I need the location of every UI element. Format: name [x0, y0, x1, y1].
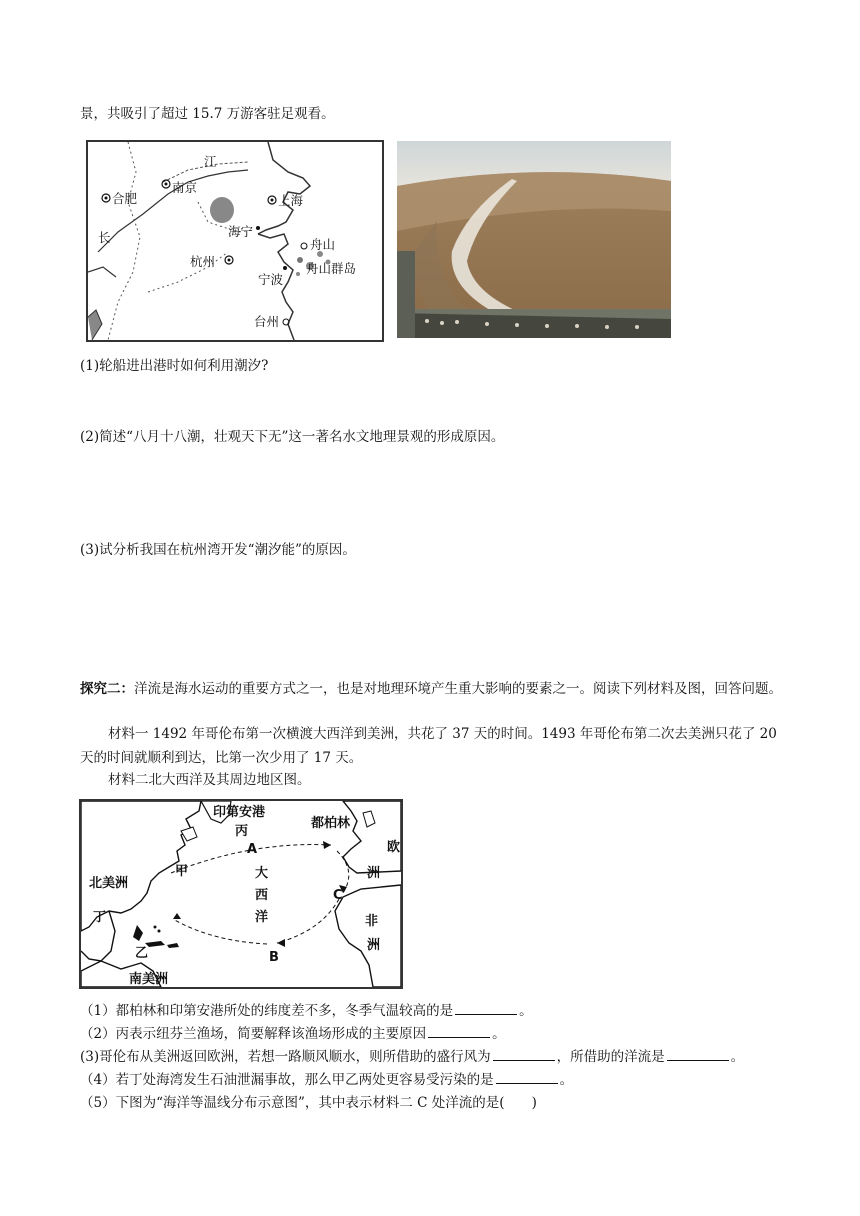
- label-ou: 欧: [387, 840, 401, 855]
- top-line: 景，共吸引了超过 15.7 万游客驻足观看。: [80, 106, 335, 122]
- question-3: (3)试分析我国在杭州湾开发“潮汐能”的原因。: [80, 542, 356, 558]
- label-nanjing: 南京: [172, 180, 198, 195]
- label-zhoushan: 舟山: [310, 237, 336, 252]
- question2-5: （5）下图为“海洋等温线分布示意图”，其中表示材料二 C 处洋流的是( ): [80, 1095, 537, 1111]
- question-1: (1)轮船进出港时如何利用潮汐?: [80, 358, 269, 374]
- label-yi: 乙: [135, 946, 149, 961]
- explore2-intro: [80, 677, 782, 701]
- tidal-bore-photo: [397, 141, 671, 338]
- question2-4-text: （4）若丁处海湾发生石油泄漏事故，那么甲乙两处更容易受污染的是: [80, 1072, 494, 1088]
- label-da: 大: [255, 866, 269, 881]
- answer-blank-4[interactable]: [496, 1070, 558, 1084]
- explore2-intro-text: 洋流是海水运动的重要方式之一，也是对地理环境产生重大影响的要素之一。阅读下列材料及图，回答问题。: [134, 681, 782, 697]
- question2-3-text: (3)哥伦布从美洲返回欧洲，若想一路顺风顺水，则所借助的盛行风为: [80, 1049, 491, 1065]
- north-atlantic-map: [79, 799, 403, 989]
- label-south-america: 南美洲: [129, 972, 169, 987]
- explore2-heading: 探究二：: [80, 681, 134, 697]
- label-xi: 西: [255, 888, 269, 903]
- label-yang: 洋: [255, 910, 269, 925]
- label-north-america: 北美洲: [89, 876, 129, 891]
- label-taizhou: 台州: [254, 314, 280, 329]
- label-indian-harbor: 印第安港: [213, 805, 266, 820]
- label-shanghai: 上海: [278, 193, 304, 208]
- label-hangzhou: 杭州: [190, 254, 216, 269]
- label-ding: 丁: [93, 910, 107, 925]
- tidal-bore-photo-svg: [397, 141, 671, 338]
- question2-1-text: （1）都柏林和印第安港所处的纬度差不多，冬季气温较高的是: [80, 1003, 454, 1019]
- question2-3-mid: ，所借助的洋流是: [556, 1049, 665, 1065]
- question2-4-tail: 。: [559, 1072, 574, 1088]
- label-fei: 非: [365, 914, 379, 929]
- label-b: B: [269, 950, 279, 965]
- label-jiang: 江: [204, 154, 217, 169]
- label-ningbo: 宁波: [258, 272, 284, 287]
- question2-4: [80, 1070, 573, 1090]
- question2-3-tail: 。: [730, 1049, 745, 1065]
- label-c: C: [333, 888, 343, 903]
- label-jia: 甲: [175, 864, 189, 879]
- question2-1-tail: 。: [519, 1003, 533, 1019]
- question-2: (2)简述“八月十八潮，壮观天下无”这一著名水文地理景观的形成原因。: [80, 429, 505, 445]
- north-atlantic-map-svg: [81, 801, 401, 987]
- label-hefei: 合肥: [112, 191, 138, 206]
- answer-blank-3b[interactable]: [667, 1047, 729, 1061]
- question2-3: [80, 1047, 744, 1067]
- label-chang: 长: [98, 230, 111, 245]
- label-bing: 丙: [235, 824, 249, 839]
- question2-2: [80, 1024, 506, 1044]
- label-zhou-af: 洲: [367, 938, 381, 953]
- material-2: 材料二北大西洋及其周边地区图。: [108, 772, 311, 788]
- question2-1: [80, 1001, 533, 1021]
- hangzhou-bay-map: [86, 140, 384, 342]
- answer-blank-3a[interactable]: [493, 1047, 555, 1061]
- hangzhou-bay-map-svg: [88, 142, 382, 340]
- label-dublin: 都柏林: [311, 816, 351, 831]
- label-haining: 海宁: [228, 224, 254, 239]
- answer-blank-1[interactable]: [455, 1001, 517, 1015]
- label-zhou-eu: 洲: [367, 866, 381, 881]
- label-a: A: [247, 842, 258, 857]
- question2-2-tail: 。: [492, 1026, 506, 1042]
- question2-2-text: （2）丙表示纽芬兰渔场，简要解释该渔场形成的主要原因: [80, 1026, 427, 1042]
- answer-blank-2[interactable]: [428, 1024, 490, 1038]
- label-zhoushan-islands: 舟山群岛: [306, 261, 357, 276]
- material-1: 材料一 1492 年哥伦布第一次横渡大西洋到美洲，共花了 37 天的时间。1493 年哥伦布第二次去美洲只花了 20 天的时间就顺利到达，比第一次少用了 17 天。: [80, 726, 777, 766]
